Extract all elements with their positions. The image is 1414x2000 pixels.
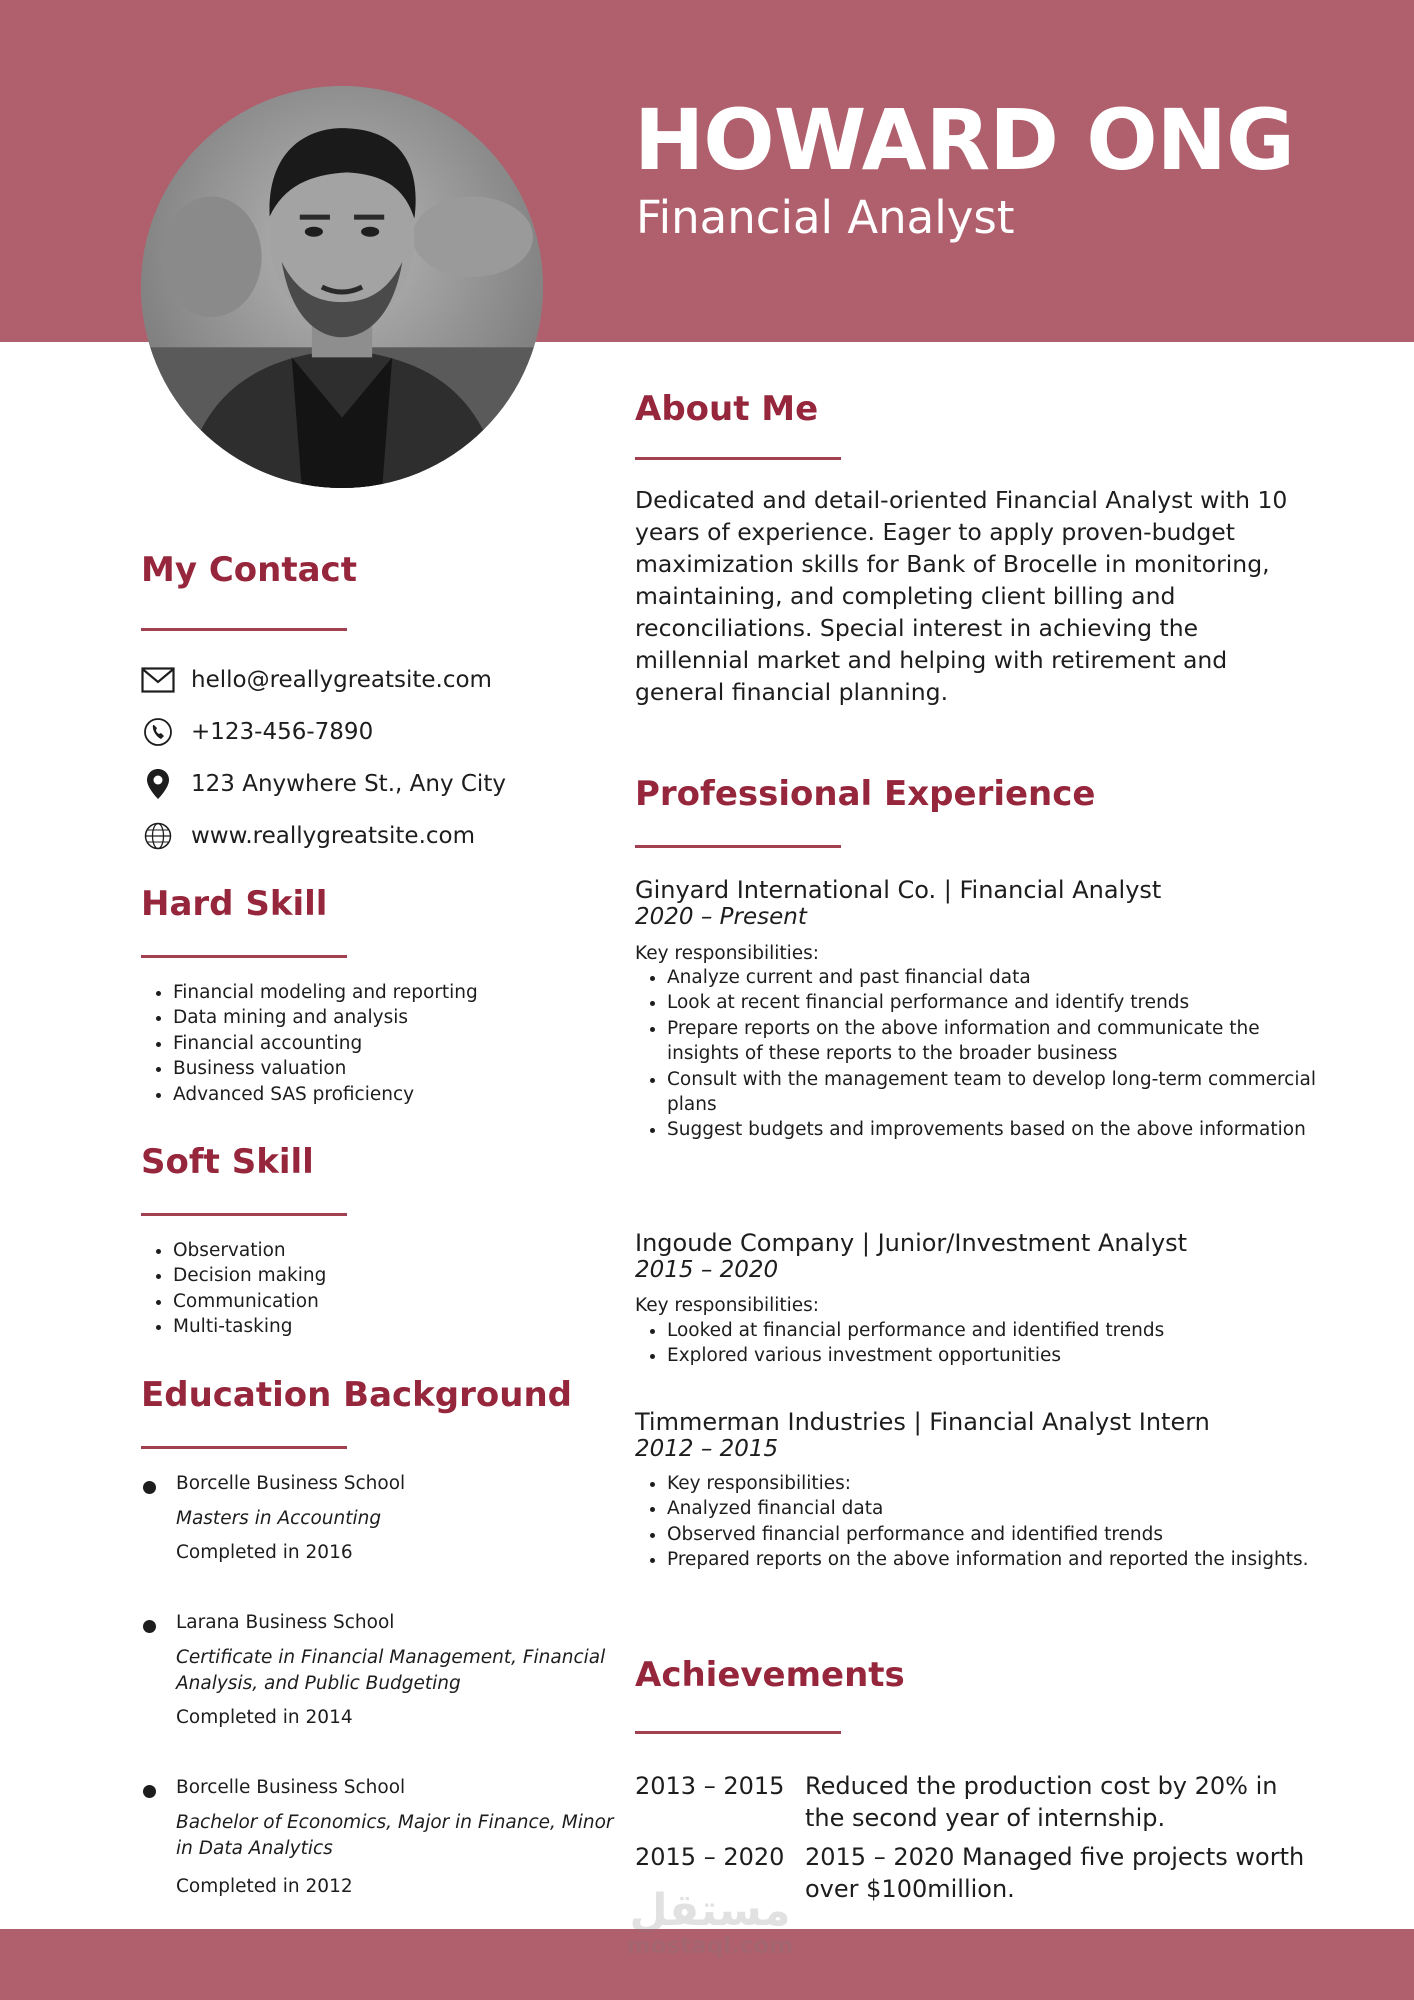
contact-address[interactable] <box>141 766 506 802</box>
about-text: Dedicated and detail-oriented Financial Analyst with 10 years of experience. Eager to apply proven-budget maximization skills for Bank of Brocelle in monitoring, maintaining, and completing client billing and reconciliations. Special interest in achieving the millennial market and helping with retirement and general financial planning. <box>635 486 1288 706</box>
contact-website[interactable] <box>141 818 475 854</box>
job-dates: 2012 – 2015 <box>635 1436 779 1462</box>
list-item: • Suggest budgets and improvements based on the above information <box>667 1117 1332 1142</box>
hard-skill-heading: Hard Skill <box>141 884 328 924</box>
education-completed: Completed in 2012 <box>176 1876 353 1897</box>
contact-email-text: hello@reallygreatsite.com <box>191 667 492 693</box>
education-completed: Completed in 2014 <box>176 1707 353 1728</box>
list-item: • Analyzed financial data <box>667 1496 1332 1521</box>
list-item: • Observed financial performance and identified trends <box>667 1522 1332 1547</box>
list-item: • Analyze current and past financial data <box>667 965 1332 990</box>
experience-heading: Professional Experience <box>635 774 1096 814</box>
mail-icon <box>141 663 175 697</box>
education-school: Borcelle Business School <box>176 1473 406 1494</box>
list-item: • Financial accounting <box>173 1031 603 1056</box>
achievements-divider <box>635 1731 841 1734</box>
watermark <box>620 1885 800 1959</box>
education-completed: Completed in 2016 <box>176 1542 353 1563</box>
location-pin-icon <box>141 767 175 801</box>
person-name: HOWARD ONG <box>634 91 1294 189</box>
education-school: Borcelle Business School <box>176 1777 406 1798</box>
list-item: • Decision making <box>173 1263 603 1288</box>
education-degree: Masters in Accounting <box>176 1508 382 1529</box>
about-divider <box>635 457 841 460</box>
list-item: • Prepare reports on the above information and communicate the insights of these reports to the broader business <box>667 1016 1332 1067</box>
list-item: • Data mining and analysis <box>173 1005 603 1030</box>
list-item: • Observation <box>173 1238 603 1263</box>
achievements-heading: Achievements <box>635 1655 905 1695</box>
list-item: • Advanced SAS proficiency <box>173 1082 603 1107</box>
contact-website-text: www.reallygreatsite.com <box>191 823 476 849</box>
job-key-label: Key responsibilities: <box>635 943 820 964</box>
list-item: • Looked at financial performance and identified trends <box>667 1318 1332 1343</box>
profile-photo <box>141 86 543 488</box>
list-item: • Financial modeling and reporting <box>173 980 603 1005</box>
about-heading: About Me <box>635 389 819 429</box>
soft-skill-list <box>141 1238 603 1340</box>
hard-skill-divider <box>141 955 347 958</box>
job-key-label: Key responsibilities: <box>635 1295 820 1316</box>
education-divider <box>141 1446 347 1449</box>
education-item <box>141 1471 581 1571</box>
list-item: • Key responsibilities: <box>667 1471 1332 1496</box>
contact-address-text: 123 Anywhere St., Any City <box>191 771 506 797</box>
list-item: • Look at recent financial performance and identify trends <box>667 990 1332 1015</box>
list-item: • Consult with the management team to develop long-term commercial plans <box>667 1067 1332 1118</box>
list-item: • Communication <box>173 1289 603 1314</box>
bullet-dot <box>143 1620 156 1633</box>
list-item: • Explored various investment opportunities <box>667 1343 1332 1368</box>
education-school: Larana Business School <box>176 1612 395 1633</box>
person-title: Financial Analyst <box>636 191 1015 244</box>
watermark-latin: mostaql.com <box>626 1933 794 1959</box>
achievement-years: 2015 – 2020 <box>635 1843 785 1871</box>
achievement-text: 2015 – 2020 Managed five projects worth over $100million. <box>805 1843 1305 1903</box>
list-item: • Business valuation <box>173 1056 603 1081</box>
soft-skill-heading: Soft Skill <box>141 1142 314 1182</box>
contact-phone[interactable] <box>141 714 373 750</box>
education-item <box>141 1610 606 1730</box>
job-dates: 2015 – 2020 <box>635 1257 779 1283</box>
education-degree: Certificate in Financial Management, Financial Analysis, and Public Budgeting <box>176 1647 606 1694</box>
job-title: Timmerman Industries | Financial Analyst Intern <box>635 1408 1210 1436</box>
job-title: Ingoude Company | Junior/Investment Analyst <box>635 1229 1188 1257</box>
contact-divider <box>141 628 347 631</box>
soft-skill-divider <box>141 1213 347 1216</box>
hard-skill-list <box>141 980 603 1107</box>
education-degree: Bachelor of Economics, Major in Finance, Minor in Data Analytics <box>176 1812 614 1859</box>
job-title: Ginyard International Co. | Financial Analyst <box>635 876 1162 904</box>
experience-divider <box>635 845 841 848</box>
phone-icon <box>141 715 175 749</box>
education-item <box>141 1775 614 1897</box>
list-item: • Prepared reports on the above information and reported the insights. <box>667 1547 1332 1572</box>
job-responsibilities <box>635 1318 1332 1369</box>
bullet-dot <box>143 1481 156 1494</box>
watermark-arabic: مستقل <box>629 1885 791 1936</box>
contact-heading: My Contact <box>141 550 357 590</box>
achievement-years: 2013 – 2015 <box>635 1772 785 1800</box>
achievement-text: Reduced the production cost by 20% in the second year of internship. <box>805 1772 1278 1832</box>
bullet-dot <box>143 1785 156 1798</box>
job-responsibilities <box>635 965 1332 1143</box>
contact-phone-text: +123-456-7890 <box>191 719 374 745</box>
education-heading: Education Background <box>141 1375 573 1415</box>
contact-email[interactable] <box>141 662 492 698</box>
list-item: • Multi-tasking <box>173 1314 603 1339</box>
job-dates: 2020 – Present <box>635 904 807 930</box>
job-responsibilities <box>635 1471 1332 1573</box>
globe-icon <box>141 819 175 853</box>
